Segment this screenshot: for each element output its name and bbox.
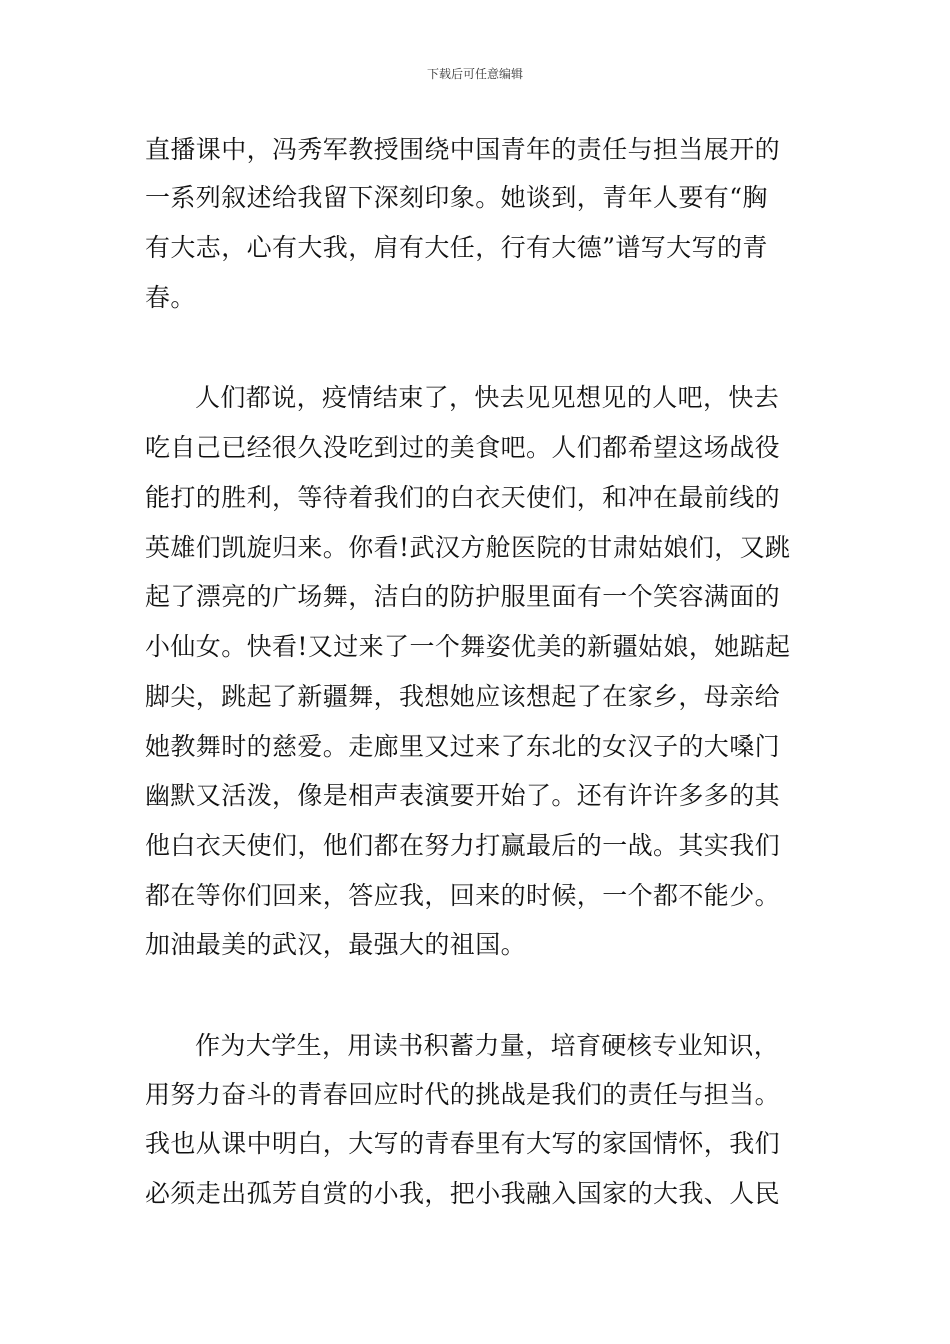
paragraph-1-line-4: 春。 (145, 283, 196, 312)
paragraph-2-line-4: 英雄们凯旋归来。你看!武汉方舱医院的甘肃姑娘们，又跳 (145, 533, 791, 562)
paragraph-3-line-4: 必须走出孤芳自赏的小我，把小我融入国家的大我、人民 (145, 1179, 781, 1208)
paragraph-2-line-5: 起了漂亮的广场舞，洁白的防护服里面有一个笑容满面的 (145, 582, 781, 611)
paragraph-1-line-1: 直播课中，冯秀军教授围绕中国青年的责任与担当展开的 (145, 135, 781, 164)
paragraph-3-line-2: 用努力奋斗的青春回应时代的挑战是我们的责任与担当。 (145, 1080, 781, 1109)
paragraph-2-line-7: 脚尖，跳起了新疆舞，我想她应该想起了在家乡，母亲给 (145, 682, 781, 711)
paragraph-2-line-10: 他白衣天使们，他们都在努力打赢最后的一战。其实我们 (145, 831, 781, 860)
paragraph-2-line-9: 幽默又活泼，像是相声表演要开始了。还有许许多多的其 (145, 781, 781, 810)
paragraph-2-line-11: 都在等你们回来，答应我，回来的时候，一个都不能少。 (145, 881, 781, 910)
paragraph-1-line-2: 一系列叙述给我留下深刻印象。她谈到，青年人要有“胸 (145, 183, 768, 212)
paragraph-2-line-8: 她教舞时的慈爱。走廊里又过来了东北的女汉子的大嗓门 (145, 732, 781, 761)
page-header: 下载后可任意编辑 (426, 67, 523, 81)
paragraph-2-line-6: 小仙女。快看!又过来了一个舞姿优美的新疆姑娘，她踮起 (145, 632, 791, 661)
paragraph-2-line-3: 能打的胜利，等待着我们的白衣天使们，和冲在最前线的 (145, 483, 781, 512)
paragraph-1-line-3: 有大志，心有大我，肩有大任，行有大德”谱写大写的青 (145, 233, 768, 262)
paragraph-2-line-2: 吃自己已经很久没吃到过的美食吧。人们都希望这场战役 (145, 433, 781, 462)
paragraph-3-line-3: 我也从课中明白，大写的青春里有大写的家国情怀，我们 (145, 1129, 781, 1158)
paragraph-2-line-12: 加油最美的武汉，最强大的祖国。 (145, 930, 527, 959)
paragraph-3-line-1: 作为大学生，用读书积蓄力量，培育硬核专业知识， (195, 1031, 780, 1060)
paragraph-2-line-1: 人们都说，疫情结束了，快去见见想见的人吧，快去 (195, 383, 780, 412)
